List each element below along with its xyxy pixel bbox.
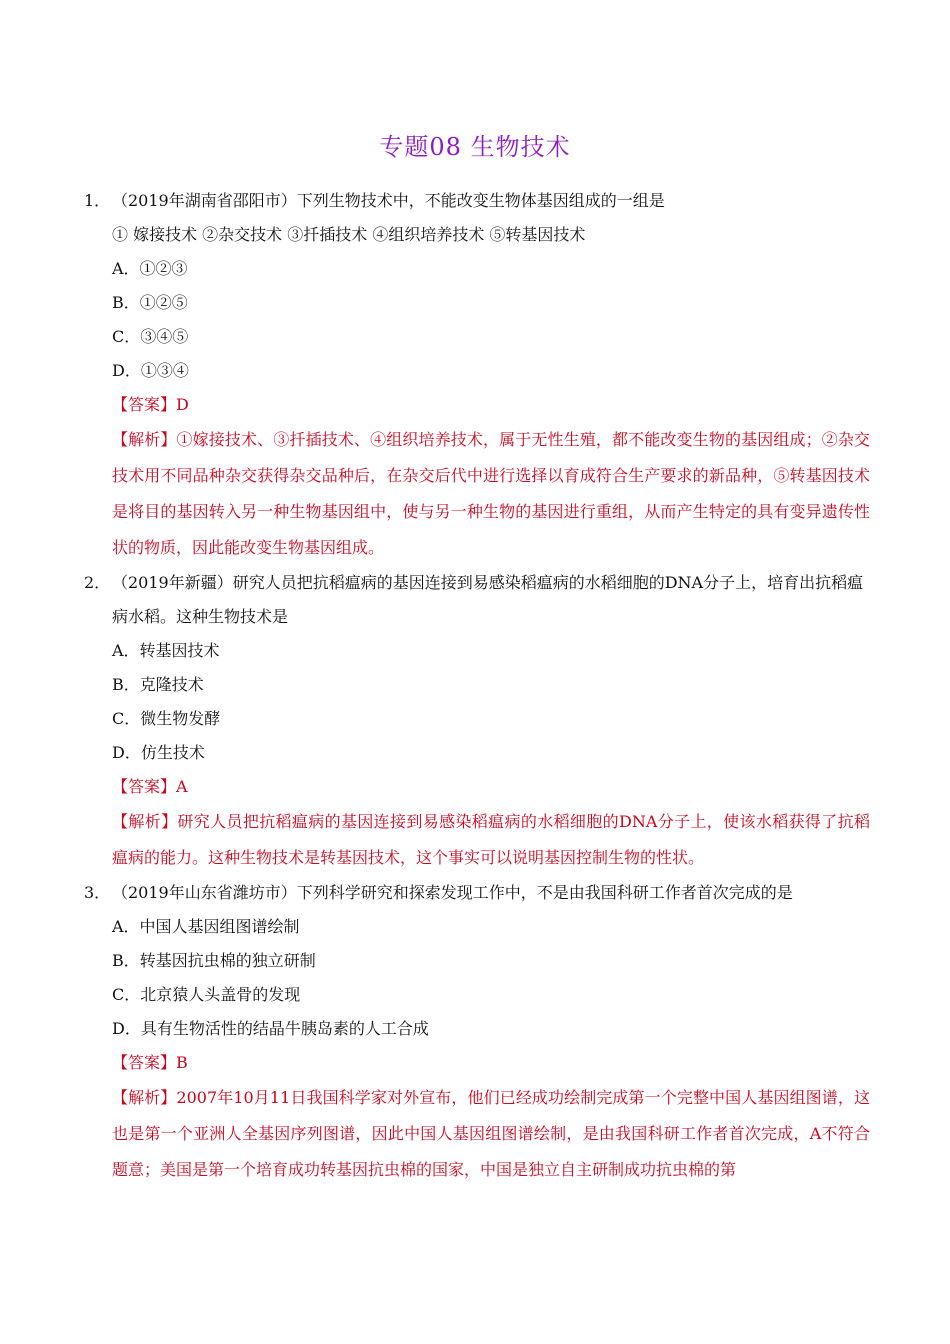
question-text: （2019年山东省潍坊市）下列科学研究和探索发现工作中，不是由我国科研工作者首次完成的是 [112, 883, 793, 902]
question-text: （2019年新疆）研究人员把抗稻瘟病的基因连接到易感染稻瘟病的水稻细胞的DNA分子上，培育出抗稻瘟病水稻。这种生物技术是 [112, 573, 864, 626]
question-stem [0, 184, 950, 218]
option-c: C．③④⑤ [112, 327, 189, 346]
answer-tag: 【答案】 [112, 777, 177, 796]
answer-line [0, 770, 950, 804]
analysis-tag: 【解析】 [112, 430, 177, 449]
analysis [0, 422, 950, 566]
answer-tag: 【答案】 [112, 395, 177, 414]
option-c: C．微生物发酵 [112, 709, 221, 728]
option-b: B．①②⑤ [112, 293, 188, 312]
answer-tag: 【答案】 [112, 1053, 177, 1072]
question-number: 3． [84, 883, 111, 902]
option-c: C．北京猿人头盖骨的发现 [112, 985, 301, 1004]
option-d: D．仿生技术 [112, 743, 205, 762]
question-extra: ① 嫁接技术 ②杂交技术 ③扦插技术 ④组织培养技术 ⑤转基因技术 [112, 225, 586, 244]
option-b: B．克隆技术 [112, 675, 204, 694]
document-body [0, 184, 950, 1188]
answer-value: D [176, 395, 189, 414]
question-1 [0, 184, 950, 566]
option-d: D．具有生物活性的结晶牛胰岛素的人工合成 [112, 1019, 429, 1038]
analysis [0, 1080, 950, 1188]
analysis-tag: 【解析】 [112, 812, 178, 831]
answer-line [0, 1046, 950, 1080]
question-2 [0, 566, 950, 876]
question-stem [0, 876, 950, 910]
analysis-text: 研究人员把抗稻瘟病的基因连接到易感染稻瘟病的水稻细胞的DNA分子上，使该水稻获得了抗稻瘟病的能力。这种生物技术是转基因技术，这个事实可以说明基因控制生物的性状。 [112, 812, 870, 867]
question-text: （2019年湖南省邵阳市）下列生物技术中，不能改变生物体基因组成的一组是 [112, 191, 665, 210]
analysis-tag: 【解析】 [112, 1088, 177, 1107]
option-a: A．①②③ [112, 259, 188, 278]
option-a: A．转基因技术 [112, 641, 220, 660]
option-d: D．①③④ [112, 361, 189, 380]
question-3 [0, 876, 950, 1188]
question-stem [0, 566, 950, 634]
question-number: 2． [84, 573, 111, 592]
analysis-text: ①嫁接技术、③扦插技术、④组织培养技术，属于无性生殖，都不能改变生物的基因组成；②杂交技术用不同品种杂交获得杂交品种后，在杂交后代中进行选择以育成符合生产要求的新品种，⑤转基因技术是将目的基因转入另一种生物基因组中，使与另一种生物的基因进行重组，从而产生特定的具有变异遗传性状的物质，因此能改变生物基因组成。 [112, 430, 870, 557]
analysis [0, 804, 950, 876]
option-b: B．转基因抗虫棉的独立研制 [112, 951, 316, 970]
answer-value: A [176, 777, 188, 796]
question-number: 1． [84, 191, 111, 210]
analysis-text: 2007年10月11日我国科学家对外宣布，他们已经成功绘制完成第一个完整中国人基因组图谱，这也是第一个亚洲人全基因序列图谱，因此中国人基因组图谱绘制，是由我国科研工作者首次完成，A不符合题意；美国是第一个培育成功转基因抗虫棉的国家，中国是独立自主研制成功抗虫棉的第 [112, 1088, 870, 1179]
answer-line [0, 388, 950, 422]
page-title: 专题08 生物技术 [379, 133, 571, 161]
option-a: A．中国人基因组图谱绘制 [112, 917, 300, 936]
answer-value: B [176, 1053, 188, 1072]
